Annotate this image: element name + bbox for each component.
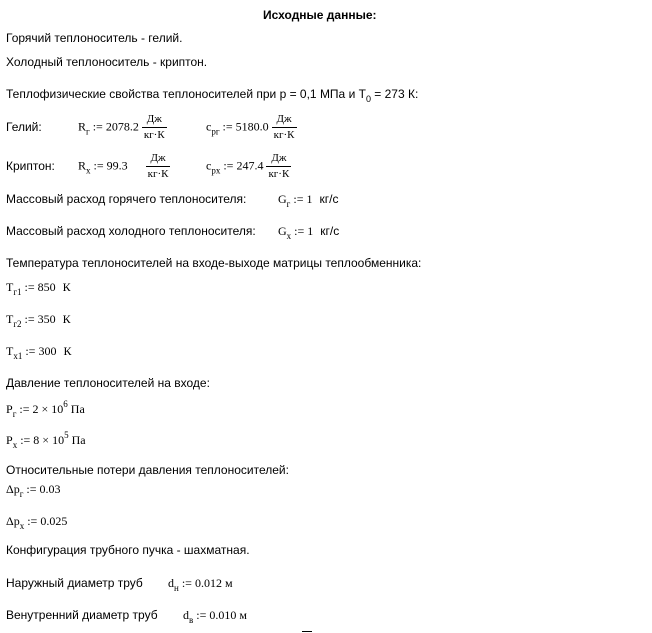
mass-flow-hot-expr bbox=[278, 192, 338, 207]
helium-c-sym: c bbox=[206, 119, 212, 134]
loss-sym: Δp bbox=[6, 482, 20, 496]
mass-flow-hot-value: 1 bbox=[306, 192, 313, 206]
helium-R-value: 2078.2 bbox=[105, 119, 139, 134]
inner-d-sub: в bbox=[189, 615, 194, 625]
temp-sym: T bbox=[6, 280, 14, 294]
krypton-R-unit-num: Дж bbox=[150, 152, 166, 164]
inner-d-assign: := bbox=[196, 608, 207, 622]
krypton-R-unit bbox=[146, 152, 171, 181]
pressure-assign: := bbox=[19, 402, 30, 416]
krypton-c-unit bbox=[266, 152, 291, 181]
temp-row bbox=[6, 344, 71, 359]
temps-heading: Температура теплоносителей на входе-выходе матрицы теплообменника: bbox=[6, 256, 422, 270]
mass-flow-cold-label: Массовый расход холодного теплоносителя: bbox=[6, 224, 256, 238]
pressure-base: 10 bbox=[51, 402, 64, 416]
props-heading-tail: = 273 К: bbox=[370, 87, 419, 101]
loss-value: 0.03 bbox=[39, 482, 61, 496]
mass-flow-cold-unit: кг/с bbox=[320, 224, 340, 238]
cold-fluid-text: Холодный теплоноситель - криптон. bbox=[6, 55, 208, 69]
temp-unit: К bbox=[63, 344, 72, 358]
krypton-R-value: 99.3 bbox=[106, 158, 128, 173]
helium-c-unit bbox=[272, 113, 297, 142]
temp-row bbox=[6, 312, 71, 327]
outer-d-unit: м bbox=[224, 576, 233, 590]
krypton-R-sub: х bbox=[86, 165, 91, 176]
inner-d-expr bbox=[183, 608, 247, 623]
pressure-row bbox=[6, 430, 86, 450]
krypton-c-assign: := bbox=[223, 158, 234, 173]
temp-unit: К bbox=[62, 280, 71, 294]
mass-flow-hot-assign: := bbox=[293, 192, 304, 206]
krypton-R-expr bbox=[78, 152, 170, 181]
helium-c-sub: рг bbox=[211, 126, 220, 137]
mass-flow-cold-assign: := bbox=[294, 224, 305, 238]
temp-value: 350 bbox=[37, 312, 56, 326]
loss-assign: := bbox=[27, 514, 38, 528]
krypton-c-expr bbox=[206, 152, 291, 181]
pressure-exp: 6 bbox=[63, 399, 68, 409]
temp-value: 300 bbox=[38, 344, 57, 358]
pressure-sym: P bbox=[6, 402, 13, 416]
krypton-R-assign: := bbox=[93, 158, 104, 173]
temp-sub: х1 bbox=[13, 351, 23, 361]
props-heading-sub: 0 bbox=[365, 94, 371, 104]
mass-flow-hot-sym: G bbox=[278, 192, 287, 206]
krypton-label: Криптон: bbox=[6, 159, 55, 173]
helium-c-assign: := bbox=[222, 119, 233, 134]
outer-d-sym: d bbox=[168, 576, 174, 590]
krypton-c-unit-den: кг·К bbox=[268, 168, 290, 180]
mass-flow-hot-sub: г bbox=[286, 199, 291, 209]
loss-sym: Δp bbox=[6, 514, 20, 528]
krypton-c-sub: рх bbox=[211, 165, 221, 176]
mass-flow-cold-value: 1 bbox=[307, 224, 314, 238]
hot-fluid-text: Горячий теплоноситель - гелий. bbox=[6, 31, 183, 45]
pressure-unit: Па bbox=[70, 402, 85, 416]
pressure-times: × bbox=[41, 402, 49, 416]
page-title: Исходные данные: bbox=[263, 8, 377, 22]
pressure-mantissa: 8 bbox=[33, 433, 40, 447]
krypton-c-sym: c bbox=[206, 158, 212, 173]
pressure-sym: P bbox=[6, 433, 13, 447]
pressure-row bbox=[6, 399, 85, 419]
pressure-unit: Па bbox=[71, 433, 86, 447]
temp-sym: T bbox=[6, 344, 14, 358]
props-heading-text: Теплофизические свойства теплоносителей при р = 0,1 МПа и T bbox=[6, 87, 366, 101]
inner-d-value: 0.010 bbox=[209, 608, 237, 622]
pressure-exp: 5 bbox=[64, 430, 69, 440]
temp-assign: := bbox=[24, 280, 35, 294]
loss-row bbox=[6, 482, 61, 497]
temp-unit: К bbox=[62, 312, 71, 326]
pressure-times: × bbox=[42, 433, 50, 447]
helium-c-value: 5180.0 bbox=[235, 119, 269, 134]
helium-R-unit-den: кг·К bbox=[143, 129, 165, 141]
temp-sym: T bbox=[6, 312, 14, 326]
krypton-c-value: 247.4 bbox=[236, 158, 264, 173]
mass-flow-cold-sym: G bbox=[278, 224, 287, 238]
inner-d-sym: d bbox=[183, 608, 189, 622]
losses-heading: Относительные потери давления теплоносителей: bbox=[6, 463, 289, 477]
temp-value: 850 bbox=[37, 280, 56, 294]
outer-d-sub: н bbox=[174, 583, 179, 593]
outer-d-value: 0.012 bbox=[194, 576, 222, 590]
pressure-assign: := bbox=[20, 433, 31, 447]
pressure-heading: Давление теплоносителей на входе: bbox=[6, 376, 210, 390]
helium-R-expr bbox=[78, 113, 167, 142]
temp-assign: := bbox=[25, 344, 36, 358]
helium-R-sub: г bbox=[86, 126, 90, 137]
temp-sub: г1 bbox=[13, 287, 22, 297]
temp-assign: := bbox=[24, 312, 35, 326]
helium-label: Гелий: bbox=[6, 120, 42, 134]
loss-row bbox=[6, 514, 67, 529]
outer-d-label: Наружный диаметр труб bbox=[6, 576, 143, 590]
loss-sub: х bbox=[19, 521, 25, 531]
mass-flow-hot-label: Массовый расход горячего теплоносителя: bbox=[6, 192, 247, 206]
helium-R-sym: R bbox=[78, 119, 87, 134]
outer-d-assign: := bbox=[181, 576, 192, 590]
pressure-sub: х bbox=[12, 440, 18, 450]
loss-value: 0.025 bbox=[40, 514, 68, 528]
temp-sub: г2 bbox=[13, 319, 22, 329]
helium-R-unit-num: Дж bbox=[146, 113, 162, 125]
outer-d-expr bbox=[168, 576, 233, 591]
helium-R-assign: := bbox=[92, 119, 103, 134]
helium-c-expr bbox=[206, 113, 297, 142]
krypton-c-unit-num: Дж bbox=[271, 152, 287, 164]
props-heading bbox=[6, 87, 419, 104]
helium-R-unit bbox=[142, 113, 167, 142]
loss-sub: г bbox=[19, 489, 24, 499]
inner-d-label: Венутренний диаметр труб bbox=[6, 608, 158, 622]
pressure-base: 10 bbox=[52, 433, 65, 447]
mass-flow-cold-sub: х bbox=[286, 231, 292, 241]
helium-c-unit-den: кг·К bbox=[273, 129, 295, 141]
krypton-R-unit-den: кг·К bbox=[147, 168, 169, 180]
mass-flow-hot-unit: кг/с bbox=[319, 192, 339, 206]
pressure-mantissa: 2 bbox=[32, 402, 39, 416]
loss-assign: := bbox=[26, 482, 37, 496]
config-text: Конфигурация трубного пучка - шахматная. bbox=[6, 543, 250, 557]
helium-c-unit-num: Дж bbox=[276, 113, 292, 125]
krypton-R-sym: R bbox=[78, 158, 87, 173]
mass-flow-cold-expr bbox=[278, 224, 339, 239]
inner-d-unit: м bbox=[239, 608, 247, 622]
pressure-sub: г bbox=[12, 409, 17, 419]
temp-row bbox=[6, 280, 71, 295]
cropped-line-fragment bbox=[302, 631, 312, 632]
